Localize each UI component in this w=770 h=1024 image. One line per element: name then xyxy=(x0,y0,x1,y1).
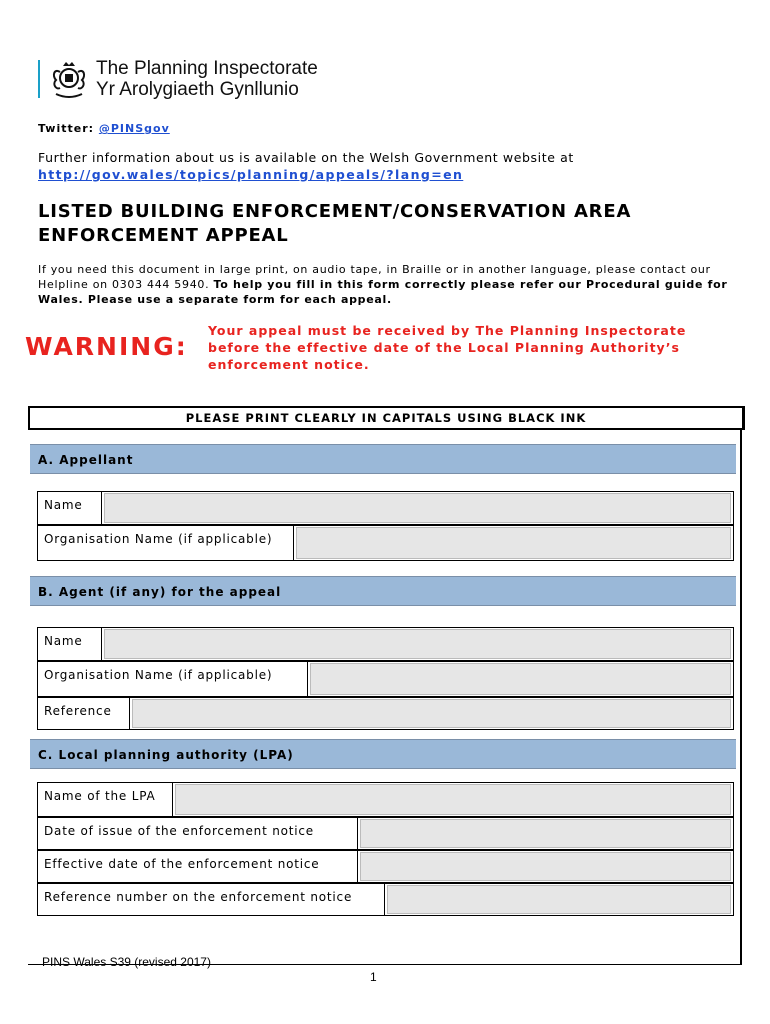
twitter-handle-link[interactable]: @PINSgov xyxy=(98,122,170,135)
warning-label: WARNING: xyxy=(25,332,188,361)
agent-org-input[interactable] xyxy=(310,663,731,695)
appellant-name-label: Name xyxy=(38,492,102,524)
lpa-issue-date-row xyxy=(37,817,734,850)
lpa-effective-date-row xyxy=(37,850,734,883)
lpa-name-label: Name of the LPA xyxy=(38,783,173,816)
lpa-issue-date-label: Date of issue of the enforcement notice xyxy=(38,818,358,849)
agent-name-label: Name xyxy=(38,628,102,660)
organisation-name-en: The Planning Inspectorate xyxy=(96,58,318,79)
organisation-name xyxy=(96,58,318,100)
intro-text xyxy=(38,262,738,307)
appellant-name-input[interactable] xyxy=(104,493,731,523)
agent-reference-input[interactable] xyxy=(132,699,731,728)
section-b-header: B. Agent (if any) for the appeal xyxy=(30,576,736,606)
agent-reference-row xyxy=(37,697,734,730)
appellant-org-row xyxy=(37,525,734,561)
agent-org-label: Organisation Name (if applicable) xyxy=(38,662,308,696)
lpa-reference-label: Reference number on the enforcement notice xyxy=(38,884,385,915)
lpa-effective-date-input[interactable] xyxy=(360,852,731,881)
logo-accent-bar xyxy=(38,60,40,98)
form-title-line1: LISTED BUILDING ENFORCEMENT/CONSERVATION AREA xyxy=(38,201,632,222)
lpa-reference-input[interactable] xyxy=(387,885,731,914)
section-a-header: A. Appellant xyxy=(30,444,736,474)
further-info-text: Further information about us is available on the Welsh Government website at xyxy=(38,150,574,165)
appellant-org-label: Organisation Name (if applicable) xyxy=(38,526,294,560)
organisation-name-cy: Yr Arolygiaeth Gynllunio xyxy=(96,79,299,100)
form-reference-footer: PINS Wales S39 (revised 2017) xyxy=(42,955,211,969)
lpa-name-input[interactable] xyxy=(175,784,731,815)
royal-crest-icon xyxy=(46,58,92,100)
form-title xyxy=(38,200,738,248)
twitter-label: Twitter: xyxy=(38,122,95,135)
agent-org-row xyxy=(37,661,734,697)
warning-text: Your appeal must be received by The Planning Inspectorate before the effective date of the Local Planning Authority’s enforcement notice. xyxy=(208,323,687,372)
lpa-issue-date-input[interactable] xyxy=(360,819,731,848)
agent-name-input[interactable] xyxy=(104,629,731,659)
appellant-name-row xyxy=(37,491,734,525)
agent-reference-label: Reference xyxy=(38,698,130,729)
section-c-header: C. Local planning authority (LPA) xyxy=(30,739,736,769)
agent-name-row xyxy=(37,627,734,661)
lpa-name-row xyxy=(37,782,734,817)
lpa-effective-date-label: Effective date of the enforcement notice xyxy=(38,851,358,882)
twitter-line xyxy=(38,122,170,135)
lpa-reference-row xyxy=(37,883,734,916)
intro-plain: If you need this document in large print, on audio tape, in Braille or in another language, please contact our Helpline on 0303 444 5940. xyxy=(38,263,711,291)
website-link[interactable]: http://gov.wales/topics/planning/appeals/?lang=en xyxy=(38,167,464,182)
form-title-line2: ENFORCEMENT APPEAL xyxy=(38,225,289,246)
intro-bold: To help you fill in this form correctly please refer our Procedural guide for Wales. Please use a separate form for each appeal. xyxy=(38,278,728,306)
page-number: 1 xyxy=(370,970,377,984)
print-instruction: PLEASE PRINT CLEARLY IN CAPITALS USING BLACK INK xyxy=(28,406,745,430)
appellant-org-input[interactable] xyxy=(296,527,731,559)
